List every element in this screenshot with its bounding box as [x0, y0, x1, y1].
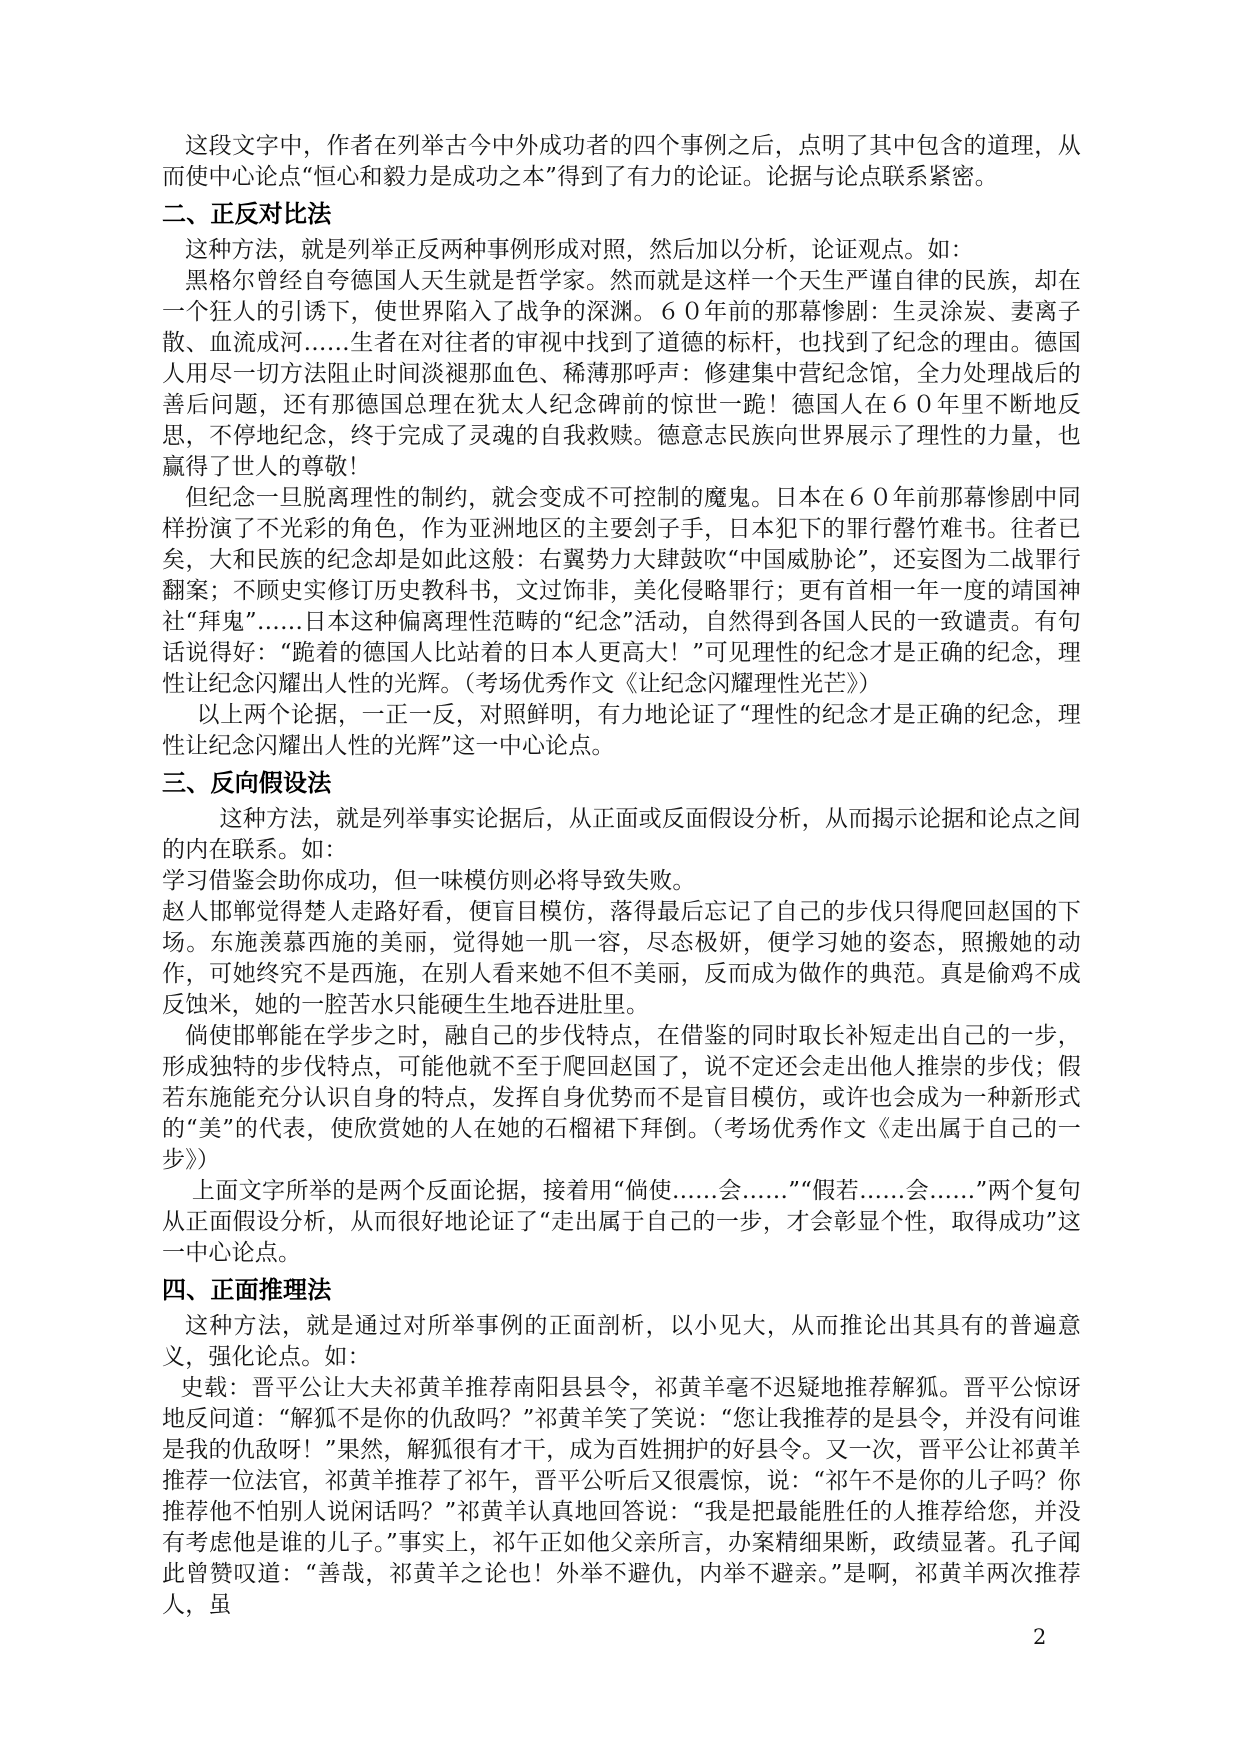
section-heading-2-contrast-method: 二、正反对比法	[162, 200, 332, 228]
paragraph-reasoning-method-intro: 这种方法，就是通过对所举事例的正面剖析，以小见大，从而推论出其具有的普遍意义，强化论点。如：	[162, 1313, 1081, 1370]
document-body	[162, 131, 1081, 1621]
paragraph-contrast-method-intro: 这种方法，就是列举正反两种事例形成对照，然后加以分析，论证观点。如：	[185, 237, 974, 263]
section-heading-3-reverse-hypothesis-method: 三、反向假设法	[162, 769, 332, 797]
paragraph-imitation-thesis: 学习借鉴会助你成功，但一味模仿则必将导致失败。	[162, 868, 696, 894]
paragraph-hypothesis-method-summary: 上面文字所举的是两个反面论据，接着用“倘使……会……”“假若……会……”两个复句从正面假设分析，从而很好地论证了“走出属于自己的一步，才会彰显个性，取得成功”这一中心论点。	[162, 1178, 1081, 1266]
section-heading-4-positive-reasoning-method: 四、正面推理法	[162, 1276, 332, 1304]
paragraph-hypothetical-analysis: 倘使邯郸能在学步之时，融自己的步伐特点，在借鉴的同时取长补短走出自己的一步，形成独特的步伐特点，可能他就不至于爬回赵国了，说不定还会走出他人推崇的步伐；假若东施能充分认识自身的特点，发挥自身优势而不是盲目模仿，或许也会成为一种新形式的“美”的代表，使欣赏她的人在她的石榴裙下拜倒。（考场优秀作文《走出属于自己的一步》）	[162, 1023, 1081, 1173]
paragraph-qihuangyang-example: 史载：晋平公让大夫祁黄羊推荐南阳县县令，祁黄羊毫不迟疑地推荐解狐。晋平公惊讶地反问道：“解狐不是你的仇敌吗？”祁黄羊笑了笑说：“您让我推荐的是县令，并没有问谁是我的仇敌呀！”果然，解狐很有才干，成为百姓拥护的好县令。又一次，晋平公让祁黄羊推荐一位法官，祁黄羊推荐了祁午，晋平公听后又很震惊，说：“祁午不是你的儿子吗？你推荐他不怕别人说闲话吗？”祁黄羊认真地回答说：“我是把最能胜任的人推荐给您，并没有考虑他是谁的儿子。”事实上，祁午正如他父亲所言，办案精细果断，政绩显著。孔子闻此曾赞叹道：“善哉，祁黄羊之论也！外举不避仇，内举不避亲。”是啊，祁黄羊两次推荐人，虽	[162, 1375, 1081, 1618]
paragraph-conclusion-example-method: 这段文字中，作者在列举古今中外成功者的四个事例之后，点明了其中包含的道理，从而使中心论点“恒心和毅力是成功之本”得到了有力的论证。论据与论点联系紧密。	[162, 133, 1081, 190]
paragraph-contrast-method-summary: 以上两个论据，一正一反，对照鲜明，有力地论证了“理性的纪念才是正确的纪念，理性让纪念闪耀出人性的光辉”这一中心论点。	[162, 702, 1081, 759]
paragraph-handan-dongshi-example: 赵人邯郸觉得楚人走路好看，便盲目模仿，落得最后忘记了自己的步伐只得爬回赵国的下场。东施羡慕西施的美丽，觉得她一肌一容，尽态极妍，便学习她的姿态，照搬她的动作，可她终究不是西施，在别人看来她不但不美丽，反而成为做作的典范。真是偷鸡不成反蚀米，她的一腔苦水只能硬生生地吞进肚里。	[162, 899, 1081, 1018]
paragraph-japan-example: 但纪念一旦脱离理性的制约，就会变成不可控制的魔鬼。日本在６０年前那幕惨剧中同样扮演了不光彩的角色，作为亚洲地区的主要刽子手，日本犯下的罪行罄竹难书。往者已矣，大和民族的纪念却是如此这般：右翼势力大肆鼓吹“中国威胁论”，还妄图为二战罪行翻案；不顾史实修订历史教科书，文过饰非，美化侵略罪行；更有首相一年一度的靖国神社“拜鬼”……日本这种偏离理性范畴的“纪念”活动，自然得到各国人民的一致谴责。有句话说得好：“跪着的德国人比站着的日本人更高大！”可见理性的纪念才是正确的纪念，理性让纪念闪耀出人性的光辉。（考场优秀作文《让纪念闪耀理性光芒》）	[162, 485, 1081, 697]
paragraph-hypothesis-method-intro: 这种方法，就是列举事实论据后，从正面或反面假设分析，从而揭示论据和论点之间的内在联系。如：	[162, 806, 1081, 863]
paragraph-germany-example: 黑格尔曾经自夸德国人天生就是哲学家。然而就是这样一个天生严谨自律的民族，却在一个狂人的引诱下，使世界陷入了战争的深渊。６０年前的那幕惨剧：生灵涂炭、妻离子散、血流成河……生者在对往者的审视中找到了道德的标杆，也找到了纪念的理由。德国人用尽一切方法阻止时间淡褪那血色、稀薄那呼声：修建集中营纪念馆，全力处理战后的善后问题，还有那德国总理在犹太人纪念碑前的惊世一跪！德国人在６０年里不断地反思，不停地纪念，终于完成了灵魂的自我救赎。德意志民族向世界展示了理性的力量，也赢得了世人的尊敬！	[162, 268, 1081, 480]
page-number: 2	[1033, 1625, 1047, 1649]
